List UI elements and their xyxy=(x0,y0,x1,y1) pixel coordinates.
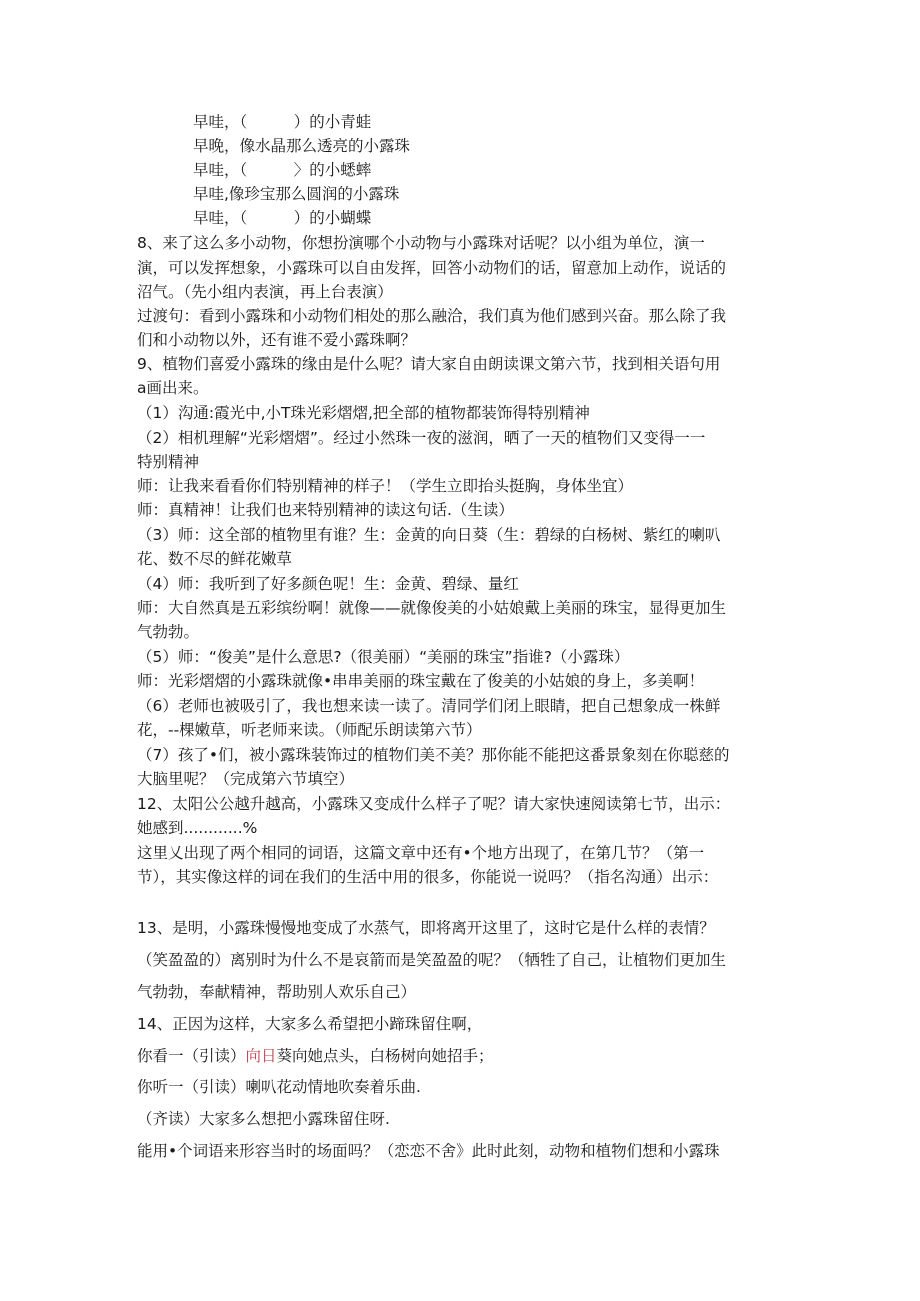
text-line: （6）老师也被吸引了，我也想来读一读了。清同学们闭上眼睛，把自己想象成一株鲜 xyxy=(137,697,721,715)
text-line: 节），其实像这样的词在我们的生活中用的很多，你能说一说吗？（指名沟通）出示： xyxy=(137,868,719,886)
text-line: 花、数不尽的鲜花嫩草 xyxy=(137,550,293,568)
text-line: 你听一（引读）喇叭花动情地吹奏着乐曲. xyxy=(137,1078,421,1096)
text-line: （7）孩了•们，被小露珠装饰过的植物们美不美？那你能不能把这番景象刻在你聪慈的 xyxy=(137,746,730,764)
text-line: （4）师：我听到了好多颜色呢！生：金黄、碧绿、量红 xyxy=(137,575,519,593)
text-line: 早晚，像水晶那么透亮的小露珠 xyxy=(193,137,411,155)
text-line xyxy=(137,1046,494,1066)
text-line: 气勃勃，奉献精神，帮助别人欢乐自己） xyxy=(137,983,417,1001)
text-line: 她感到............% xyxy=(137,819,258,837)
text-line: 特别精神 xyxy=(137,453,200,471)
text-line: （1）沟通:霞光中,小T珠光彩熠熠,把全部的植物都装饰得特别精神 xyxy=(137,404,590,422)
text-line: 12、太阳公公越升越高，小露珠又变成什么样子了呢？请大家快速阅读第七节，出示： xyxy=(137,795,731,813)
text-segment: 你看一（引读） xyxy=(137,1047,246,1065)
text-line: 13、是明，小露珠慢慢地变成了水蒸气，即将离开这里了，这时它是什么样的表情？ xyxy=(137,919,715,937)
text-line: 早哇,像珍宝那么圆润的小露珠 xyxy=(193,185,400,203)
text-line: 9、植物们喜爱小露珠的缘由是什么呢？请大家自由朗读课文第六节，找到相关语句用 xyxy=(137,355,721,373)
text-line: 8、来了这么多小动物，你想扮演哪个小动物与小露珠对话呢？以小组为单位，演一 xyxy=(137,234,705,252)
text-line: a画出来。 xyxy=(137,379,209,397)
text-line: 演，可以发挥想象，小露珠可以自由发挥，回答小动物们的话，留意加上动作，说话的 xyxy=(137,259,727,277)
text-line: 气勃勃。 xyxy=(137,623,200,641)
text-line: 早哇，（ ）的小蝴蝶 xyxy=(193,209,372,227)
text-line: 师：真精神！让我们也来特别精神的读这句话.（生读） xyxy=(137,501,514,519)
text-line: （2）相机理解“光彩熠熠”。经过小然珠一夜的滋润，晒了一天的植物们又变得一一 xyxy=(137,429,706,447)
text-segment: 葵向她点头，白杨树向她招手； xyxy=(276,1047,494,1065)
highlighted-text: 向日 xyxy=(245,1047,277,1065)
text-line: 早哇，（ ）的小青蛙 xyxy=(193,113,372,131)
text-line: 师：光彩熠熠的小露珠就像•串串美丽的珠宝戴在了俊美的小姑娘的身上，多美啊！ xyxy=(137,672,705,690)
text-line: （笑盈盈的）离别时为什么不是哀箭而是笑盈盈的呢？（牺牲了自己，让植物们更加生 xyxy=(137,951,727,969)
text-line: 过渡句：看到小露珠和小动物们相处的那么融洽，我们真为他们感到兴奋。那么除了我 xyxy=(137,307,727,325)
text-line: 沼气。（先小组内表演，再上台表演） xyxy=(137,283,393,301)
text-line: 师：大自然真是五彩缤纷啊！就像——就像俊美的小姑娘戴上美丽的珠宝，显得更加生 xyxy=(137,599,727,617)
text-line: 们和小动物以外，还有谁不爱小露珠啊？ xyxy=(137,331,417,349)
text-line: 大脑里呢？（完成第六节填空） xyxy=(137,770,355,788)
text-line: （3）师：这全部的植物里有谁？生：金黄的向日葵（生：碧绿的白杨树、紫红的喇叭 xyxy=(137,526,721,544)
text-line: 花，--棵嫩草，听老师来读。（师配乐朗读第六节） xyxy=(137,721,482,739)
text-line: 这里乂出现了两个相同的词语，这篇文章中还有•个地方出现了，在第几节？（第一 xyxy=(137,844,705,862)
text-line: 能用•个词语来形容当时的场面吗？（恋恋不舍》此时此刻，动物和植物们想和小露珠 xyxy=(137,1142,720,1160)
text-line: （5）师：“俊美”是什么意思?（很美丽）“美丽的珠宝”指谁?（小露珠） xyxy=(137,648,630,666)
text-line: （齐读）大家多么想把小露珠留住呀. xyxy=(137,1110,390,1128)
text-line: 14、正因为这样，大家多么希望把小蹄珠留住啊， xyxy=(137,1015,483,1033)
text-line: 早哇，（ 〉的小蟋蟀 xyxy=(193,161,372,179)
text-line: 师：让我来看看你们特别精神的样子！（学生立即抬头挺胸，身体坐宜） xyxy=(137,477,634,495)
